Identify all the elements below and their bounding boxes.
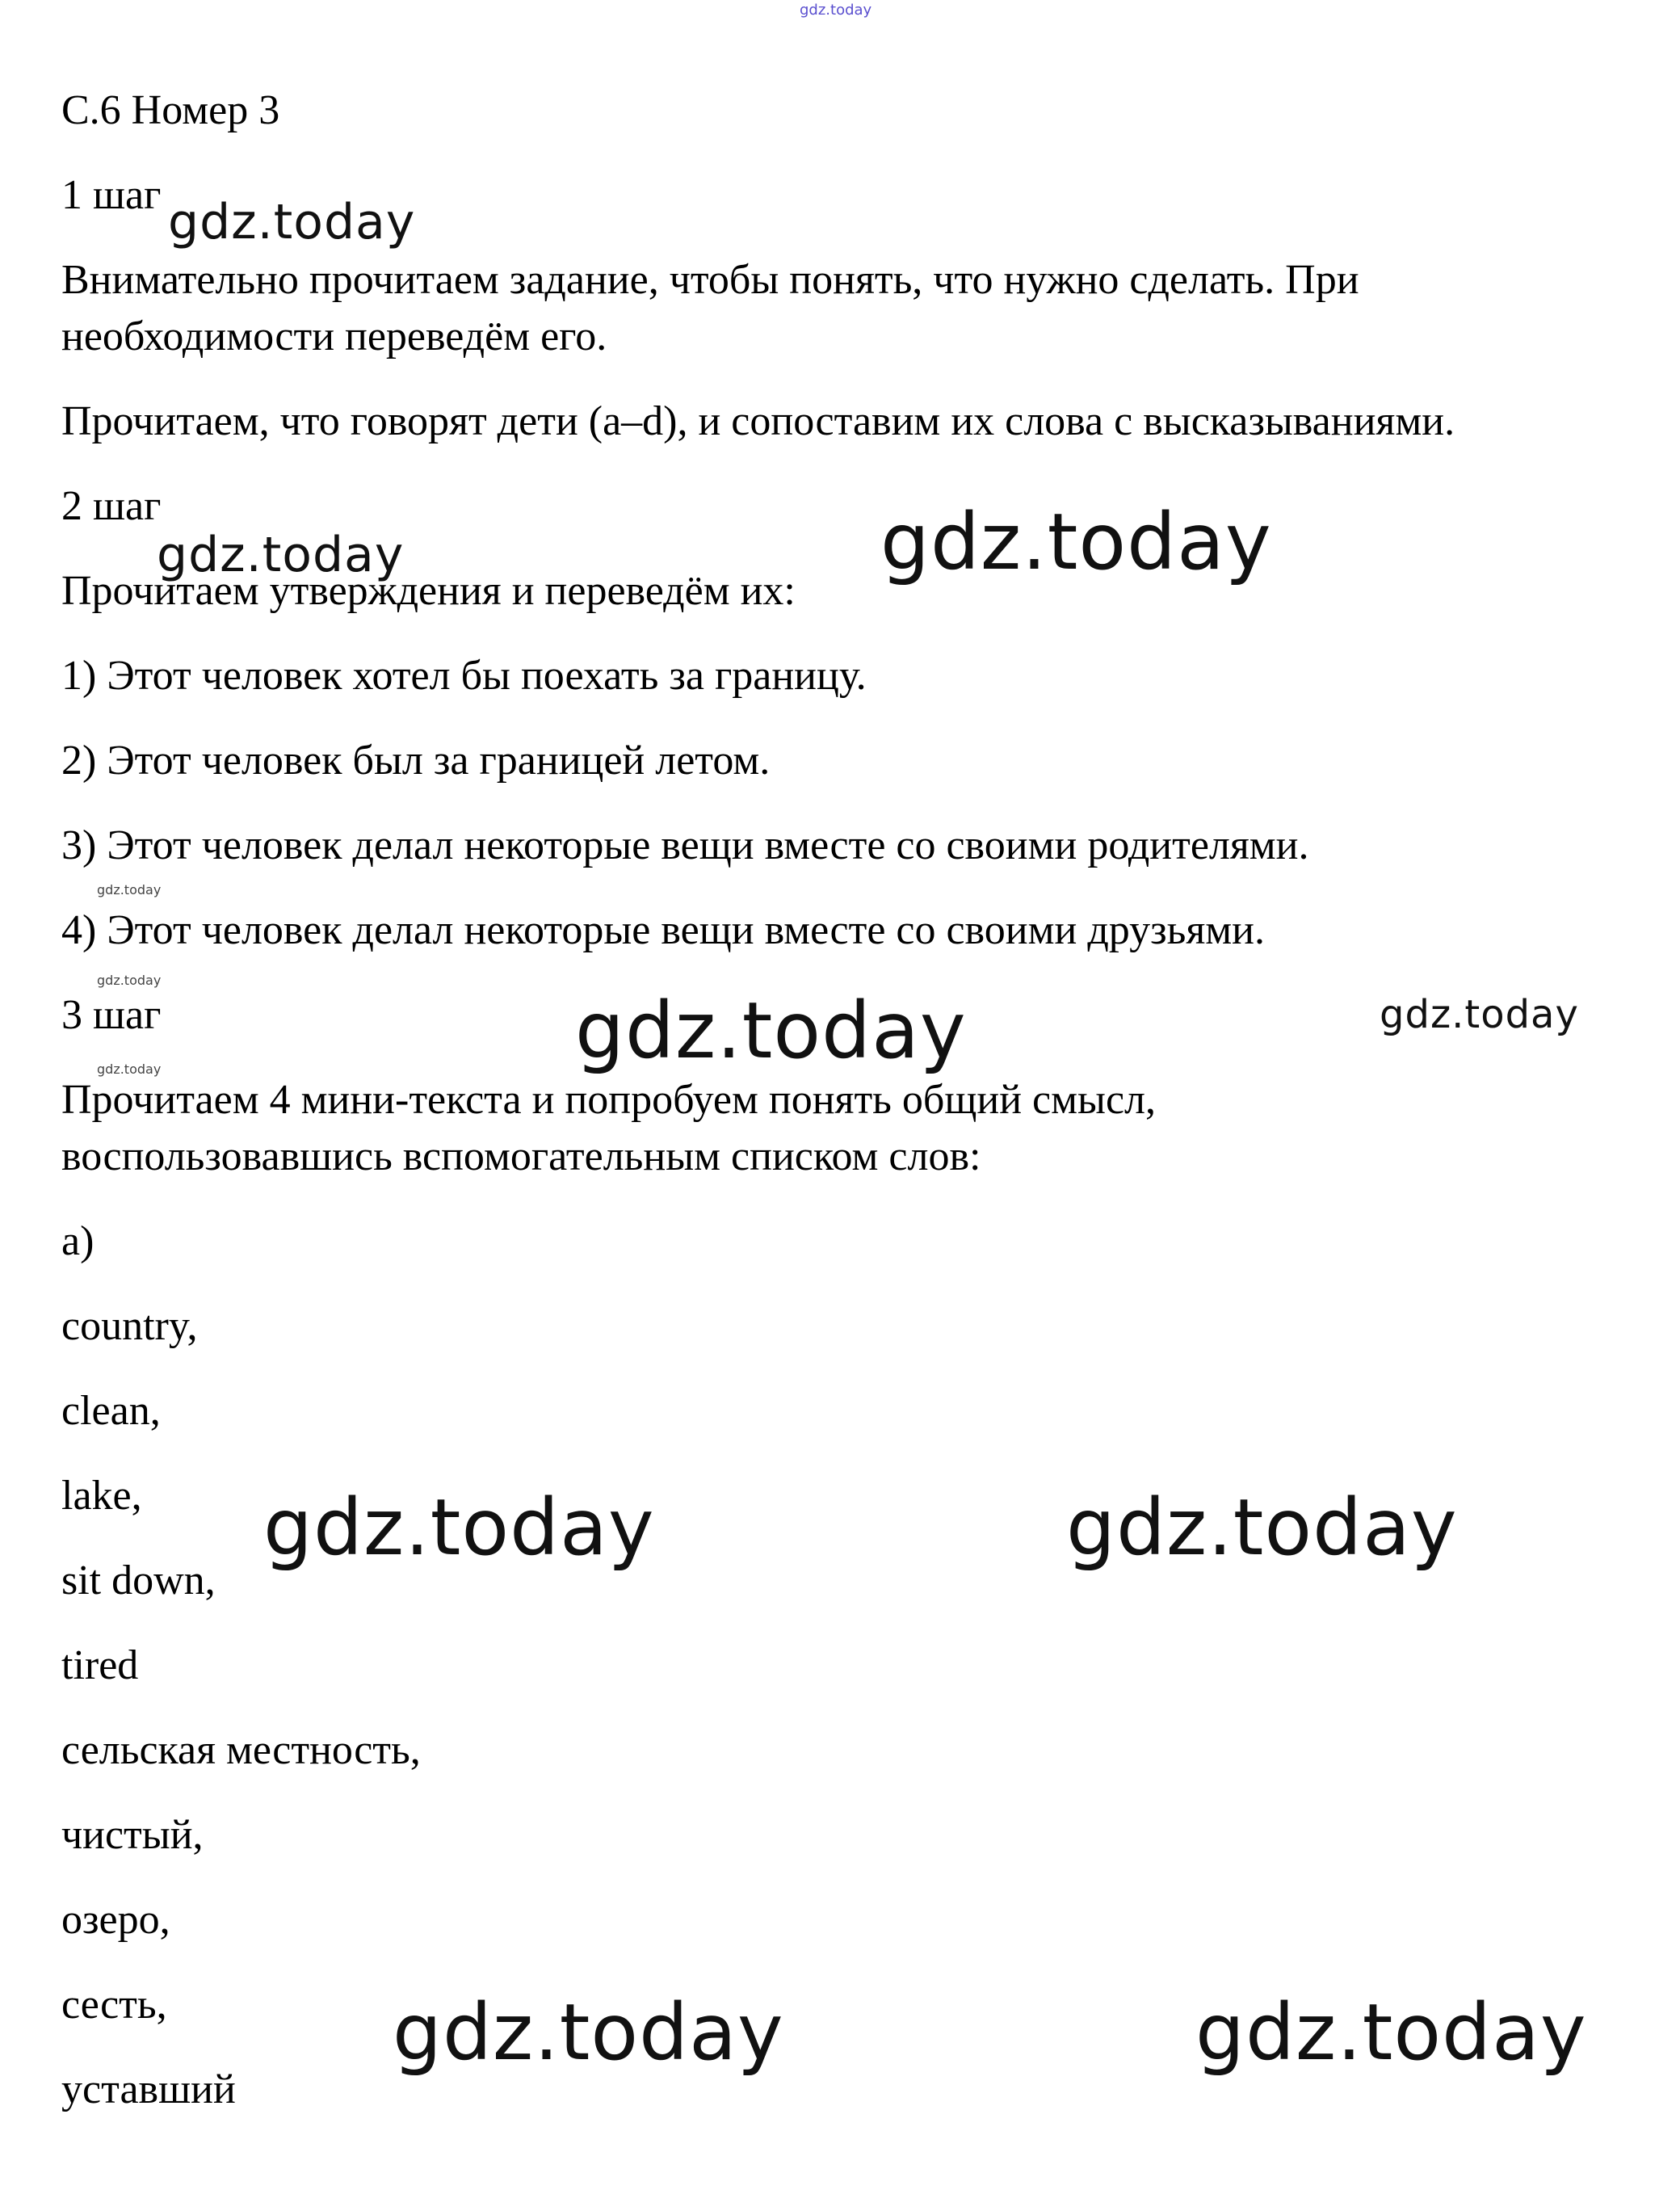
watermark: gdz.today xyxy=(97,973,162,988)
step-3-heading: 3 шаг xyxy=(61,992,162,1038)
statement-item: 3) Этот человек делал некоторые вещи вместе со своими родителями. xyxy=(61,822,1309,868)
vocab-word-en: tired xyxy=(61,1642,139,1688)
watermark: gdz.today xyxy=(168,194,416,250)
vocab-word-ru: чистый, xyxy=(61,1812,204,1858)
text-label-a: a) xyxy=(61,1218,94,1264)
watermark: gdz.today xyxy=(880,497,1272,587)
watermark: gdz.today xyxy=(393,1987,784,2078)
watermark: gdz.today xyxy=(157,527,405,583)
vocab-word-en: clean, xyxy=(61,1388,161,1434)
watermark: gdz.today xyxy=(97,1061,162,1077)
vocab-word-ru: уставший xyxy=(61,2066,236,2112)
statement-item: 2) Этот человек был за границей летом. xyxy=(61,738,771,784)
watermark: gdz.today xyxy=(1380,992,1579,1037)
header-watermark: gdz.today xyxy=(800,2,872,19)
vocab-word-en: lake, xyxy=(61,1473,142,1519)
step-1-text-line-2: необходимости переведём его. xyxy=(61,313,607,359)
vocab-word-en: sit down, xyxy=(61,1557,216,1604)
statement-item: 1) Этот человек хотел бы поехать за границу. xyxy=(61,653,867,699)
step-2-intro: Прочитаем утверждения и переведём их: xyxy=(61,568,796,614)
step-3-text-line-2: воспользовавшись вспомогательным списком слов: xyxy=(61,1133,981,1179)
watermark: gdz.today xyxy=(575,986,967,1076)
step-1-paragraph-2: Прочитаем, что говорят дети (a–d), и сопоставим их слова с высказываниями. xyxy=(61,398,1455,444)
watermark: gdz.today xyxy=(97,882,162,897)
page-title: С.6 Номер 3 xyxy=(61,87,280,133)
vocab-word-en: country, xyxy=(61,1303,198,1349)
step-1-text-line-1: Внимательно прочитаем задание, чтобы понять, что нужно сделать. При xyxy=(61,257,1359,303)
step-3-text-line-1: Прочитаем 4 мини-текста и попробуем понять общий смысл, xyxy=(61,1077,1156,1123)
step-1-heading: 1 шаг xyxy=(61,172,162,218)
watermark: gdz.today xyxy=(1066,1482,1458,1573)
watermark: gdz.today xyxy=(1195,1987,1587,2078)
vocab-word-ru: озеро, xyxy=(61,1897,170,1943)
vocab-word-ru: сесть, xyxy=(61,1982,167,2028)
step-2-heading: 2 шаг xyxy=(61,483,162,529)
watermark: gdz.today xyxy=(263,1482,655,1573)
statement-item: 4) Этот человек делал некоторые вещи вместе со своими друзьями. xyxy=(61,907,1265,953)
vocab-word-ru: сельская местность, xyxy=(61,1727,421,1773)
